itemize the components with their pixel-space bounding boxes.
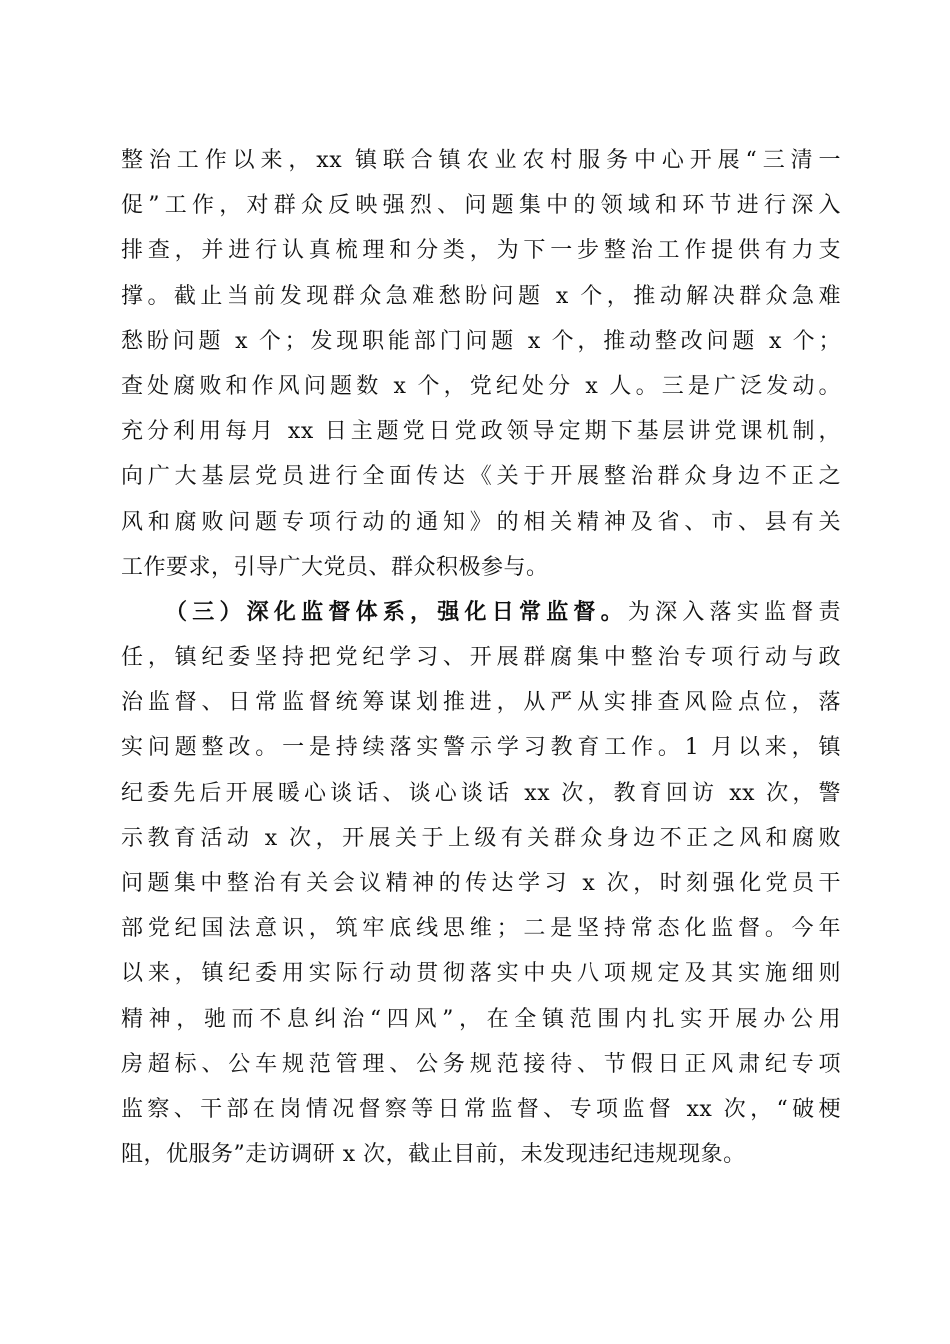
- section-heading: （三）深化监督体系，强化日常监督。: [165, 598, 628, 625]
- text-line: 撑。截止当前发现群众急难愁盼问题 x 个，推动解决群众急难: [121, 283, 841, 309]
- text-line: 查处腐败和作风问题数 x 个，党纪处分 x 人。三是广泛发动。: [121, 373, 841, 399]
- text-line: 纪委先后开展暖心谈话、谈心谈话 xx 次，教育回访 xx 次，警: [121, 780, 841, 806]
- text-line: 向广大基层党员进行全面传达《关于开展整治群众身边不正之: [121, 464, 841, 490]
- text-line: 阻，优服务”走访调研 x 次，截止目前，未发现违纪违规现象。: [121, 1142, 746, 1168]
- text-line: 风和腐败问题专项行动的通知》的相关精神及省、市、县有关: [121, 509, 841, 535]
- text-line: 示教育活动 x 次，开展关于上级有关群众身边不正之风和腐败: [121, 825, 841, 851]
- paragraph-1: [121, 138, 841, 590]
- text-line: 问题集中整治有关会议精神的传达学习 x 次，时刻强化党员干: [121, 871, 841, 896]
- text-line: 任，镇纪委坚持把党纪学习、开展群腐集中整治专项行动与政: [121, 645, 841, 671]
- text-line: 监察、干部在岗情况督察等日常监督、专项监督 xx 次，“破梗: [121, 1096, 841, 1122]
- text-line: 治监督、日常监督统筹谋划推进，从严从实排查风险点位，落: [121, 690, 841, 716]
- paragraph-2: [121, 590, 841, 1177]
- text-line: 实问题整改。一是持续落实警示学习教育工作。1 月以来，镇: [121, 735, 841, 761]
- text-line: 部党纪国法意识，筑牢底线思维；二是坚持常态化监督。今年: [121, 916, 841, 942]
- text-line: 房超标、公车规范管理、公务规范接待、节假日正风肃纪专项: [121, 1051, 841, 1077]
- text-line: 工作要求，引导广大党员、群众积极参与。: [121, 554, 549, 580]
- text-line: 充分利用每月 xx 日主题党日党政领导定期下基层讲党课机制，: [121, 419, 841, 445]
- text-line: 促”工作，对群众反映强烈、问题集中的领域和环节进行深入: [121, 193, 841, 219]
- paragraph-first-line: [121, 590, 841, 635]
- text-line: 愁盼问题 x 个；发现职能部门问题 x 个，推动整改问题 x 个；: [121, 328, 841, 354]
- text-run: 为深入落实监督责: [627, 599, 841, 625]
- text-line: 以来，镇纪委用实际行动贯彻落实中央八项规定及其实施细则: [121, 961, 841, 987]
- text-line: 排查，并进行认真梳理和分类，为下一步整治工作提供有力支: [121, 238, 841, 264]
- text-line: 整治工作以来，xx 镇联合镇农业农村服务中心开展“三清一: [121, 148, 841, 173]
- text-line: 精神，驰而不息纠治“四风”，在全镇范围内扎实开展办公用: [121, 1006, 841, 1032]
- document-body: [121, 138, 841, 1177]
